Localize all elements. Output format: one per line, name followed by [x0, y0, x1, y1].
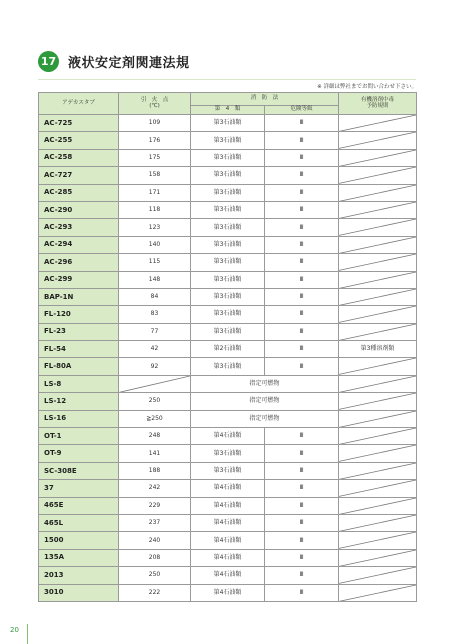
regulation-table [38, 92, 417, 602]
flash-point-cell: 109 [119, 115, 191, 132]
diagonal-slash [339, 237, 416, 253]
table-row [39, 254, 417, 271]
header-hazard-grade: 危険等級 [265, 106, 339, 115]
diagonal-slash [339, 324, 416, 340]
table-row [39, 288, 417, 305]
table-row [39, 271, 417, 288]
flash-point-cell: ≧250 [119, 410, 191, 427]
header-organic-solvent [339, 93, 417, 115]
section-header [38, 50, 190, 72]
hazard-grade-cell: Ⅲ [265, 115, 339, 132]
hazard-grade-cell: Ⅲ [265, 497, 339, 514]
diagonal-slash [339, 306, 416, 322]
product-name-cell: LS-8 [39, 375, 119, 392]
organic-solvent-cell-empty [339, 393, 417, 410]
organic-solvent-cell-empty [339, 410, 417, 427]
diagonal-slash [339, 289, 416, 305]
organic-solvent-cell-empty [339, 201, 417, 218]
diagonal-slash [339, 463, 416, 479]
diagonal-slash [339, 185, 416, 201]
flash-point-cell: 42 [119, 341, 191, 358]
product-name-cell: AC-293 [39, 219, 119, 236]
header-fire-law: 消 防 法 [191, 93, 339, 106]
organic-solvent-cell-empty [339, 428, 417, 445]
flash-point-cell: 248 [119, 428, 191, 445]
flash-point-cell: 140 [119, 236, 191, 253]
flash-point-cell: 242 [119, 480, 191, 497]
product-name-cell: LS-16 [39, 410, 119, 427]
product-name-cell: AC-296 [39, 254, 119, 271]
product-name-cell: 465L [39, 514, 119, 531]
flash-point-cell: 141 [119, 445, 191, 462]
organic-solvent-cell-empty [339, 115, 417, 132]
fire-law-class-cell: 第4石油類 [191, 549, 265, 566]
section-number-badge: 17 [38, 51, 59, 72]
header-flash-point-unit: (℃) [149, 102, 160, 109]
fire-law-class-cell: 第3石油類 [191, 149, 265, 166]
diagonal-slash [339, 567, 416, 583]
organic-solvent-cell-empty [339, 549, 417, 566]
fire-law-class-cell: 第3石油類 [191, 167, 265, 184]
product-name-cell: FL-120 [39, 306, 119, 323]
organic-solvent-cell-empty [339, 462, 417, 479]
product-name-cell: AC-255 [39, 132, 119, 149]
fire-law-class-cell: 第4石油類 [191, 497, 265, 514]
table-row [39, 375, 417, 392]
table-row [39, 323, 417, 340]
hazard-grade-cell: Ⅲ [265, 306, 339, 323]
diagonal-slash [339, 219, 416, 235]
diagonal-slash [339, 202, 416, 218]
diagonal-slash [339, 411, 416, 427]
product-name-cell: LS-12 [39, 393, 119, 410]
page-title: 液状安定剤関連法規 [68, 55, 190, 71]
product-name-cell: 3010 [39, 584, 119, 601]
flash-point-cell: 237 [119, 514, 191, 531]
hazard-grade-cell: Ⅲ [265, 567, 339, 584]
diagonal-slash [339, 393, 416, 409]
diagonal-slash [339, 376, 416, 392]
diagonal-slash [339, 254, 416, 270]
organic-solvent-cell-empty [339, 236, 417, 253]
diagonal-slash [339, 428, 416, 444]
product-name-cell: 37 [39, 480, 119, 497]
fire-law-class-cell: 第4石油類 [191, 428, 265, 445]
diagonal-slash [339, 498, 416, 514]
flash-point-cell: 175 [119, 149, 191, 166]
flash-point-cell: 148 [119, 271, 191, 288]
fire-law-class-cell: 第4石油類 [191, 532, 265, 549]
organic-solvent-cell-empty [339, 323, 417, 340]
product-name-cell: FL-23 [39, 323, 119, 340]
header-organic-solvent-label: 有機溶剤中毒 [361, 97, 395, 103]
fire-law-class-cell: 第3石油類 [191, 254, 265, 271]
flash-point-cell: 208 [119, 549, 191, 566]
flash-point-cell: 188 [119, 462, 191, 479]
table-row [39, 358, 417, 375]
organic-solvent-cell-empty [339, 497, 417, 514]
product-name-cell: 135A [39, 549, 119, 566]
diagonal-slash [339, 445, 416, 461]
product-name-cell: AC-727 [39, 167, 119, 184]
flash-point-cell: 84 [119, 288, 191, 305]
hazard-grade-cell: Ⅲ [265, 219, 339, 236]
product-name-cell: OT-9 [39, 445, 119, 462]
organic-solvent-cell-empty [339, 132, 417, 149]
table-row [39, 219, 417, 236]
organic-solvent-cell-empty [339, 584, 417, 601]
table-body [39, 115, 417, 602]
flash-point-cell: 250 [119, 393, 191, 410]
product-name-cell: AC-258 [39, 149, 119, 166]
fire-law-class-cell: 第4石油類 [191, 584, 265, 601]
organic-solvent-cell-empty [339, 532, 417, 549]
organic-solvent-cell-empty [339, 445, 417, 462]
table-row [39, 115, 417, 132]
hazard-grade-cell: Ⅲ [265, 428, 339, 445]
table-row [39, 549, 417, 566]
table-row [39, 393, 417, 410]
hazard-grade-cell: Ⅲ [265, 132, 339, 149]
organic-solvent-cell-empty [339, 219, 417, 236]
organic-solvent-cell-empty [339, 167, 417, 184]
flash-point-cell: 229 [119, 497, 191, 514]
fire-law-merged-cell: 指定可燃物 [191, 410, 339, 427]
diagonal-slash [339, 115, 416, 131]
table-row [39, 497, 417, 514]
fire-law-merged-cell: 指定可燃物 [191, 393, 339, 410]
diagonal-slash [119, 376, 190, 392]
flash-point-cell: 222 [119, 584, 191, 601]
table-row [39, 167, 417, 184]
product-name-cell: AC-294 [39, 236, 119, 253]
hazard-grade-cell: Ⅲ [265, 201, 339, 218]
product-name-cell: FL-80A [39, 358, 119, 375]
product-name-cell: 2013 [39, 567, 119, 584]
fire-law-class-cell: 第3石油類 [191, 358, 265, 375]
fire-law-class-cell: 第3石油類 [191, 219, 265, 236]
table-row [39, 201, 417, 218]
flash-point-cell: 176 [119, 132, 191, 149]
table-row [39, 462, 417, 479]
table-row [39, 341, 417, 358]
table-row [39, 132, 417, 149]
fire-law-class-cell: 第3石油類 [191, 184, 265, 201]
organic-solvent-cell-empty [339, 271, 417, 288]
organic-solvent-cell-empty [339, 306, 417, 323]
hazard-grade-cell: Ⅲ [265, 149, 339, 166]
hazard-grade-cell: Ⅲ [265, 480, 339, 497]
fire-law-class-cell: 第3石油類 [191, 288, 265, 305]
hazard-grade-cell: Ⅲ [265, 358, 339, 375]
organic-solvent-cell-empty [339, 254, 417, 271]
diagonal-slash [339, 532, 416, 548]
table-row [39, 584, 417, 601]
product-name-cell: 1500 [39, 532, 119, 549]
product-name-cell: OT-1 [39, 428, 119, 445]
table-row [39, 428, 417, 445]
fire-law-class-cell: 第3石油類 [191, 201, 265, 218]
table-row [39, 410, 417, 427]
organic-solvent-cell-empty [339, 288, 417, 305]
flash-point-cell: 123 [119, 219, 191, 236]
diagonal-slash [339, 150, 416, 166]
table-row [39, 306, 417, 323]
fire-law-class-cell: 第3石油類 [191, 132, 265, 149]
table-row [39, 149, 417, 166]
product-name-cell: 465E [39, 497, 119, 514]
inquiry-note: ※ 詳細は弊社までお問い合わせ下さい。 [317, 84, 417, 90]
hazard-grade-cell: Ⅲ [265, 532, 339, 549]
fire-law-class-cell: 第3石油類 [191, 323, 265, 340]
flash-point-cell: 83 [119, 306, 191, 323]
flash-point-cell: 171 [119, 184, 191, 201]
hazard-grade-cell: Ⅲ [265, 288, 339, 305]
table-row [39, 445, 417, 462]
table-row [39, 236, 417, 253]
header-flash-point-label: 引 火 点 [140, 97, 169, 103]
header-product-name: アデカスタブ [39, 93, 119, 115]
organic-solvent-cell-empty [339, 480, 417, 497]
fire-law-merged-cell: 指定可燃物 [191, 375, 339, 392]
table-row [39, 480, 417, 497]
organic-solvent-cell: 第3種溶剤類 [339, 341, 417, 358]
table-row [39, 567, 417, 584]
hazard-grade-cell: Ⅲ [265, 584, 339, 601]
table-row [39, 514, 417, 531]
table-row [39, 184, 417, 201]
product-name-cell: AC-299 [39, 271, 119, 288]
hazard-grade-cell: Ⅲ [265, 514, 339, 531]
organic-solvent-cell-empty [339, 358, 417, 375]
flash-point-cell: 158 [119, 167, 191, 184]
page-number: 20 [10, 626, 19, 634]
header-class-4: 第 4 類 [191, 106, 265, 115]
hazard-grade-cell: Ⅲ [265, 462, 339, 479]
fire-law-class-cell: 第3石油類 [191, 306, 265, 323]
product-name-cell: AC-285 [39, 184, 119, 201]
product-name-cell: AC-290 [39, 201, 119, 218]
product-name-cell: BAP-1N [39, 288, 119, 305]
fire-law-class-cell: 第4石油類 [191, 514, 265, 531]
flash-point-cell: 92 [119, 358, 191, 375]
header-divider [38, 79, 416, 80]
flash-point-cell: 77 [119, 323, 191, 340]
hazard-grade-cell: Ⅲ [265, 167, 339, 184]
fire-law-class-cell: 第3石油類 [191, 236, 265, 253]
organic-solvent-cell-empty [339, 567, 417, 584]
hazard-grade-cell: Ⅲ [265, 549, 339, 566]
organic-solvent-cell-empty [339, 375, 417, 392]
diagonal-slash [339, 585, 416, 601]
fire-law-class-cell: 第3石油類 [191, 115, 265, 132]
hazard-grade-cell: Ⅲ [265, 254, 339, 271]
organic-solvent-cell-empty [339, 184, 417, 201]
fire-law-class-cell: 第4石油類 [191, 567, 265, 584]
flash-point-cell: 118 [119, 201, 191, 218]
diagonal-slash [339, 167, 416, 183]
flash-point-cell: 250 [119, 567, 191, 584]
diagonal-slash [339, 358, 416, 374]
diagonal-slash [339, 480, 416, 496]
flash-point-cell: 115 [119, 254, 191, 271]
hazard-grade-cell: Ⅲ [265, 184, 339, 201]
diagonal-slash [339, 132, 416, 148]
fire-law-class-cell: 第3石油類 [191, 445, 265, 462]
diagonal-slash [339, 272, 416, 288]
header-organic-solvent-label-2: 予防規則 [366, 102, 389, 109]
fire-law-class-cell: 第3石油類 [191, 271, 265, 288]
flash-point-cell: 240 [119, 532, 191, 549]
organic-solvent-cell-empty [339, 514, 417, 531]
organic-solvent-cell-empty [339, 149, 417, 166]
diagonal-slash [339, 550, 416, 566]
hazard-grade-cell: Ⅲ [265, 236, 339, 253]
product-name-cell: FL-54 [39, 341, 119, 358]
product-name-cell: AC-725 [39, 115, 119, 132]
product-name-cell: SC-308E [39, 462, 119, 479]
fire-law-class-cell: 第4石油類 [191, 480, 265, 497]
header-flash-point [119, 93, 191, 115]
hazard-grade-cell: Ⅲ [265, 445, 339, 462]
diagonal-slash [339, 515, 416, 531]
fire-law-class-cell: 第3石油類 [191, 462, 265, 479]
hazard-grade-cell: Ⅲ [265, 271, 339, 288]
hazard-grade-cell: Ⅲ [265, 341, 339, 358]
table-row [39, 532, 417, 549]
flash-point-cell-empty [119, 375, 191, 392]
page-margin-line [27, 624, 28, 644]
fire-law-class-cell: 第2石油類 [191, 341, 265, 358]
hazard-grade-cell: Ⅲ [265, 323, 339, 340]
